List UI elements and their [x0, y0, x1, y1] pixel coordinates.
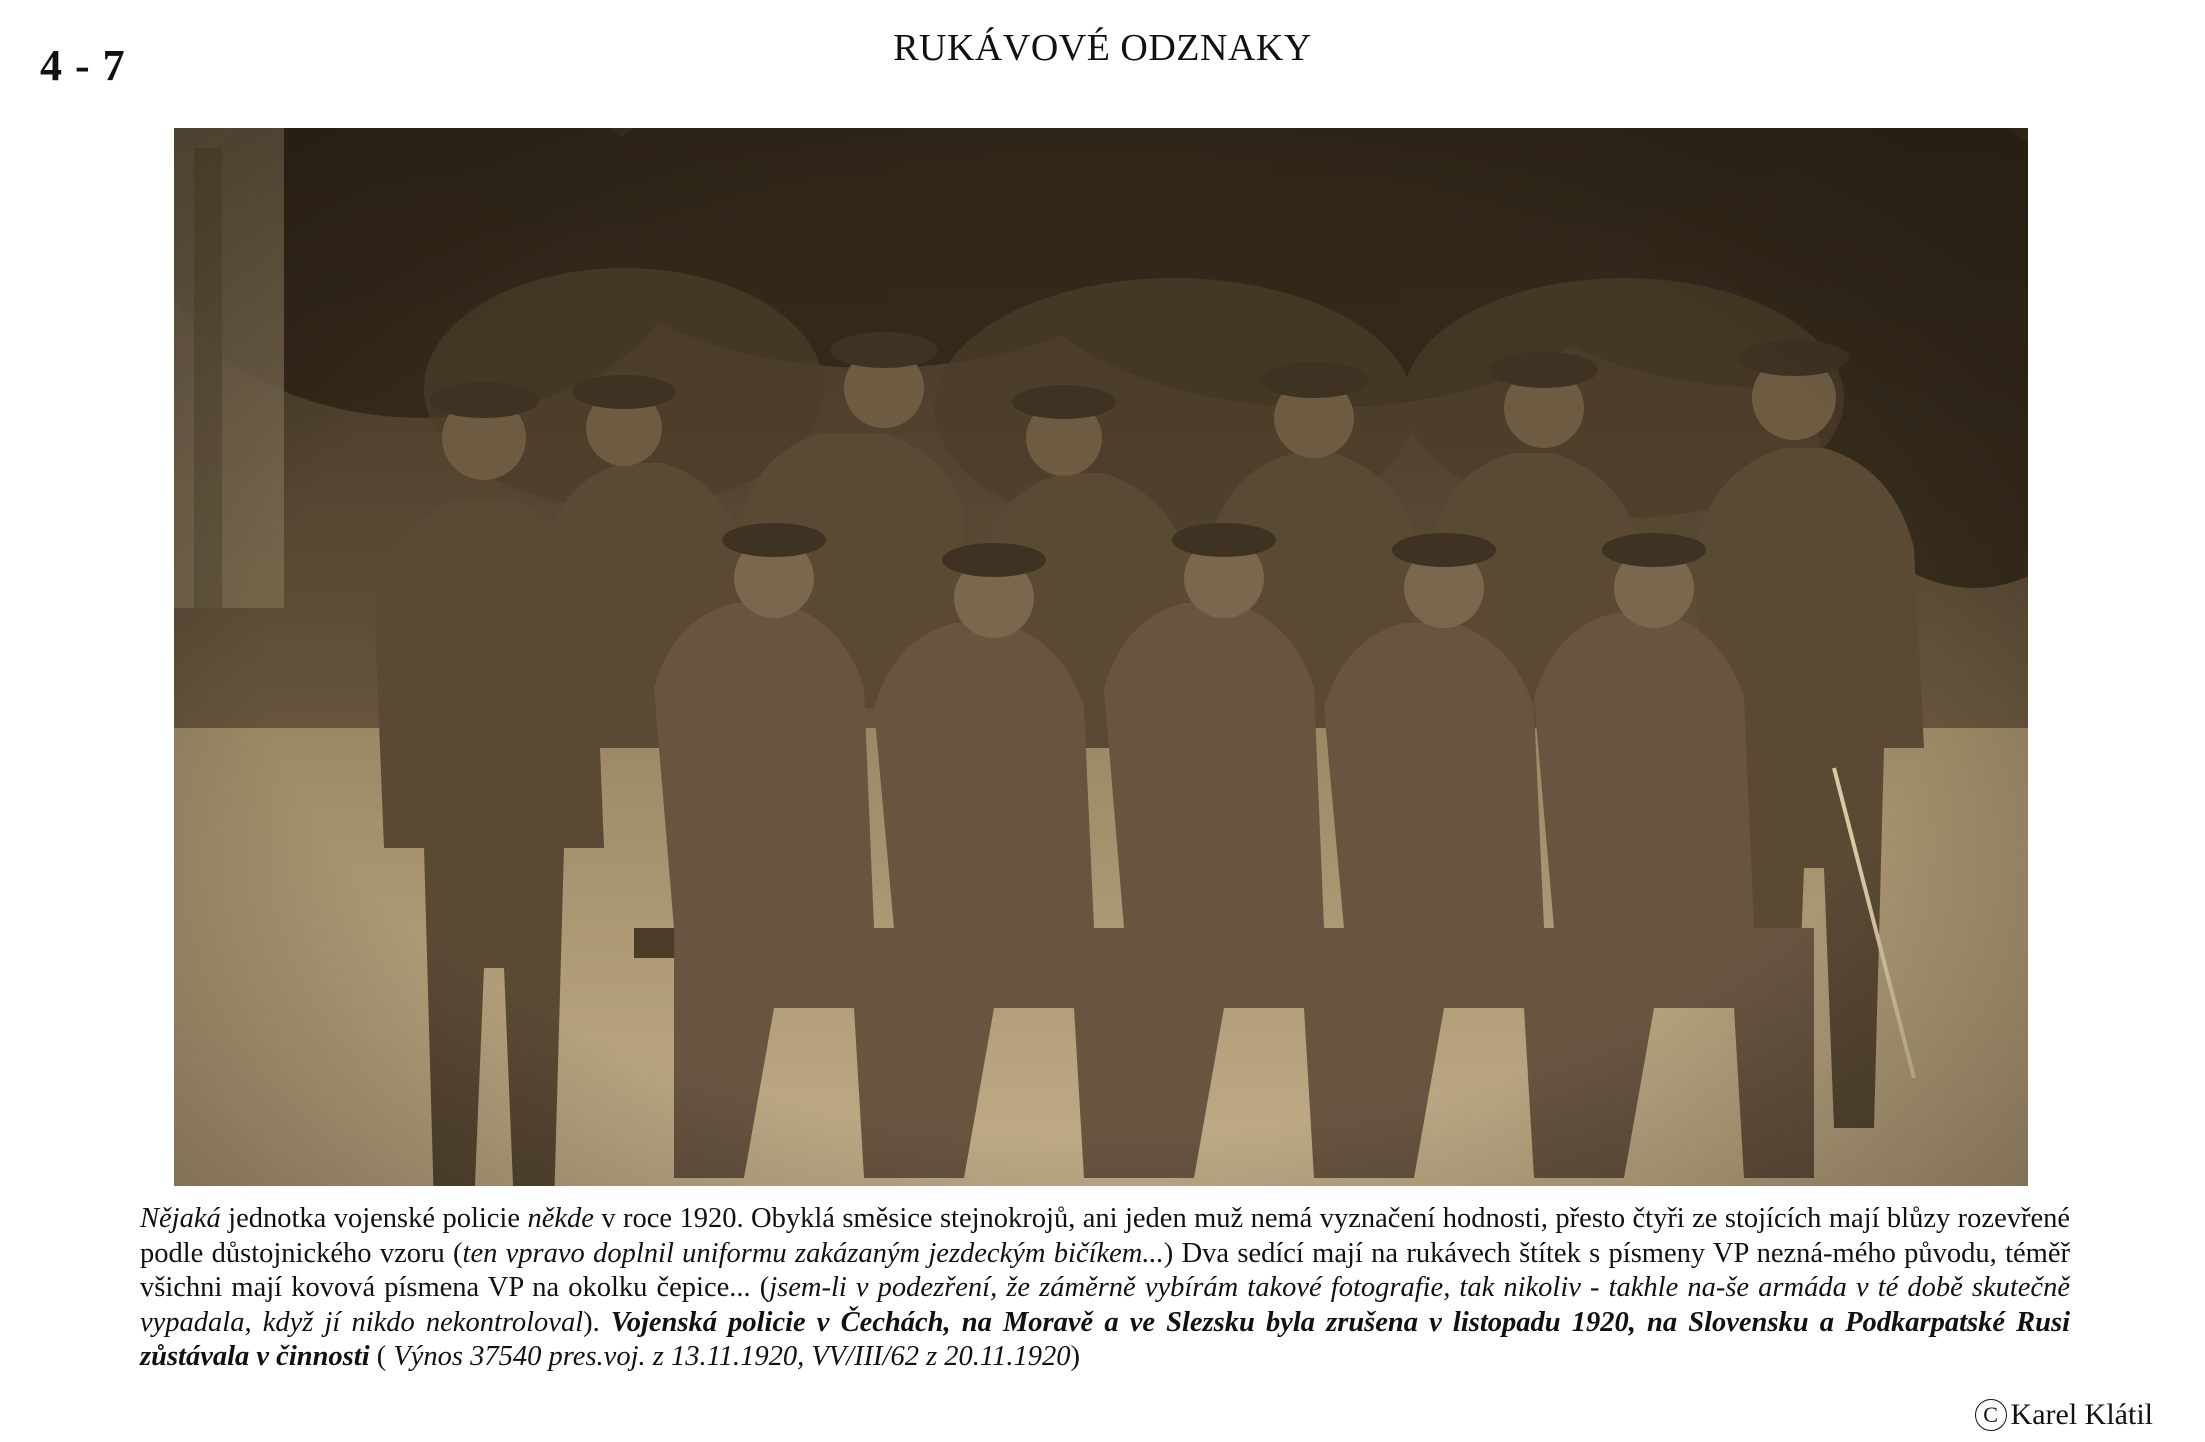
photo-caption [140, 1202, 2070, 1375]
caption-segment: jsem-li v podezření, že záměrně vybírám takové fotografie, tak nikoliv - takhle na-še armáda v té době skutečně vypadala, když jí nikdo nekontroloval [140, 1272, 2070, 1338]
caption-segment: ) Dva sedící mají na rukávech štítek s písmeny VP nezná-mého původu, téměř všichni mají kovová písmena VP na okolku čepice... ( [140, 1237, 2070, 1303]
author-name: Karel Klátil [2010, 1398, 2153, 1431]
page-number: 4 - 7 [40, 41, 126, 90]
caption-segment: jednotka vojenské policie [220, 1203, 528, 1234]
caption-segment: Výnos 37540 pres.voj. z 13.11.1920, VV/III/62 z 20.11.1920 [393, 1341, 1071, 1372]
caption-segment: Nějaká [140, 1203, 221, 1234]
caption-segment: ) [1070, 1341, 1080, 1372]
photo-illustration [174, 128, 2028, 1186]
caption-segment: ten vpravo doplnil uniformu zakázaným jezdeckým bičíkem... [462, 1237, 1164, 1269]
copyright-icon: C [1975, 1399, 2007, 1431]
copyright-notice [1975, 1398, 2153, 1432]
caption-segment: ( [369, 1341, 394, 1372]
caption-segment: někde [527, 1203, 594, 1234]
caption-segment: v roce 1920. Obyklá směsice stejnokrojů, ani jeden muž nemá vyznačení hodnosti, přesto čtyři ze stojících mají blůzy rozevřené podle důstojnického vzoru ( [140, 1203, 2071, 1269]
historical-photo [174, 128, 2028, 1186]
page-title: RUKÁVOVÉ ODZNAKY [893, 27, 1312, 69]
caption-segment: ). [583, 1306, 611, 1338]
caption-segment-bold: Vojenská policie v Čechách, na Moravě a ve Slezsku byla zrušena v listopadu 1920, na Slovensku a Podkarpatské Rusi zůstávala v činnosti [140, 1306, 2070, 1372]
